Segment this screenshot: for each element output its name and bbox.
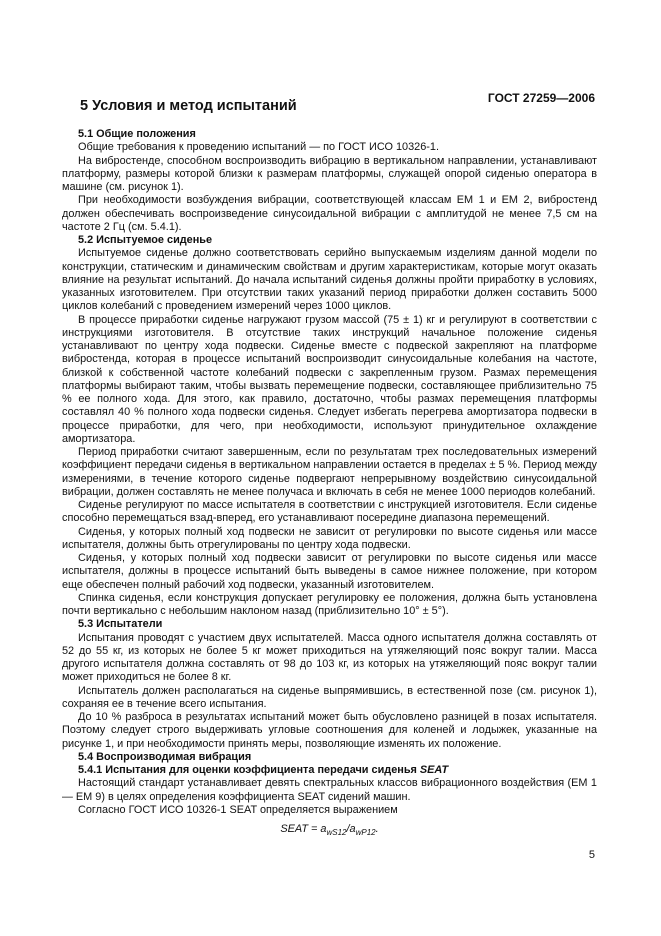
subsection-title: 5.4 Воспроизводимая вибрация bbox=[78, 750, 252, 763]
formula bbox=[62, 823, 597, 839]
document-code: ГОСТ 27259—2006 bbox=[487, 91, 595, 105]
paragraph: Настоящий стандарт устанавливает девять спектральных классов вибрационного воздействия (ЕМ 1 — ЕМ 9) в целях определения коэффициента SEAT сидений машин. bbox=[62, 777, 597, 803]
formula-lhs: SEAT = a bbox=[280, 823, 327, 835]
clause-title bbox=[78, 764, 597, 777]
paragraph: Спинка сиденья, если конструкция допускает регулировку ее положения, должна быть установлена почти вертикально с небольшим наклоном назад (приблизительно 10° ± 5°). bbox=[62, 591, 597, 617]
paragraph: Испытуемое сиденье должно соответствовать серийно выпускаемым изделиям данной модели по конструкции, статическим и динамическим свойствам и другим характеристикам, которые могут оказать влияние на результат испытаний. До начала испытаний сиденья должны пройти приработку в условиях, указанных изготовителем. При отсутствии таких указаний период приработки должен составить 5000 циклов колебаний с проведением измерений через 1000 циклов. bbox=[62, 247, 597, 313]
subsection-title: 5.3 Испытатели bbox=[78, 618, 163, 631]
subsection-title: 5.2 Испытуемое сиденье bbox=[78, 234, 213, 246]
paragraph: Период приработки считают завершенным, если по результатам трех последовательных измерений коэффициент передачи сиденья в вертикальном направлении остается в пределах ± 5 %. Период между измерениями, в течение которого сиденье подвергают непрерывному воздействию синусоидальной вибрации, должен составлять не менее получаса и включать в себя не менее 1000 периодов колебаний. bbox=[62, 446, 597, 498]
paragraph: Сиденья, у которых полный ход подвески не зависит от регулировки по высоте сиденья или массе испытателя, должны быть отрегулированы по центру хода подвески. bbox=[62, 525, 597, 551]
clause-title-text: 5.4.1 Испытания для оценки коэффициента передачи сиденья bbox=[78, 764, 420, 776]
paragraph: Общие требования к проведению испытаний — по ГОСТ ИСО 10326-1. bbox=[78, 141, 439, 154]
paragraph: До 10 % разброса в результатах испытаний может быть обусловлено разницей в позах испытателя. Поэтому следует строго выдерживать угловые соотношения для коленей и лодыжек, указанные на рисунке 1, и при необходимости принять меры, позволяющие изменять их положение. bbox=[62, 711, 597, 750]
paragraph: Согласно ГОСТ ИСО 10326-1 SEAT определяется выражением bbox=[78, 803, 398, 816]
paragraph: Испытания проводят с участием двух испытателей. Масса одного испытателя должна составлять от 52 до 55 кг, из которых не более 5 кг может приходиться на утяжеляющий пояс вокруг талии. Масса другого испытателя должна составлять от 98 до 103 кг, из которых на утяжеляющий пояс вокруг талии может приходиться не более 8 кг. bbox=[62, 631, 597, 684]
formula-subscript: wS12 bbox=[326, 828, 347, 838]
formula-divider: /a bbox=[346, 823, 356, 835]
section-title: 5 Условия и метод испытаний bbox=[80, 98, 297, 114]
paragraph: При необходимости возбуждения вибрации, соответствующей классам ЕМ 1 и ЕМ 2, вибростенд должен обеспечивать воспроизведение синусоидальной вибрации с амплитудой не менее 7,5 см на частоте 2 Гц (см. 5.4.1). bbox=[62, 194, 597, 233]
paragraph: На вибростенде, способном воспроизводить вибрацию в вертикальном направлении, устанавливают платформу, размеры которой близки к размерам платформы, служащей опорой сиденью оператора в машине (см. рисунок 1). bbox=[62, 154, 597, 193]
paragraph: Сиденье регулируют по массе испытателя в соответствии с инструкцией изготовителя. Если сиденье способно перемещаться взад-вперед, его устанавливают посередине диапазона перемещений. bbox=[62, 499, 597, 525]
page-number: 5 bbox=[588, 849, 595, 861]
document-body bbox=[62, 97, 597, 839]
clause-title-term: SEAT bbox=[419, 764, 449, 776]
formula-end: . bbox=[375, 823, 379, 835]
paragraph: Испытатель должен располагаться на сиденье выпрямившись, в естественной позе (см. рисунок 1), сохраняя ее в течение всего испытания. bbox=[62, 684, 597, 710]
paragraph: В процессе приработки сиденье нагружают грузом массой (75 ± 1) кг и регулируют в соответствии с инструкциями изготовителя. В отсутствие таких инструкций начальное положение сиденья устанавливают по центру хода подвески. Сиденье вместе с подвеской закрепляют на платформе вибростенда, которая в процессе испытаний воспроизводит синусоидальные колебания на частоте, близкой к собственной частоте колебаний подвески с закрепленным грузом. Размах перемещения платформы выбирают таким, чтобы вызвать перемещение подвески, составляющее приблизительно 75 % ее полного хода. Для этого, как правило, достаточно, чтобы размах перемещения платформы составлял 40 % полного хода подвески сиденья. Следует избегать перегрева амортизатора подвески в процессе приработки, для чего, при необходимости, используют принудительное охлаждение амортизатора. bbox=[62, 313, 597, 445]
paragraph: Сиденья, у которых полный ход подвески зависит от регулировки по высоте сиденья или массе испытателя, должны в процессе испытаний быть выведены в самое нижнее положение, при котором еще обеспечен полный рабочий ход подвески, указанный изготовителем. bbox=[62, 552, 597, 591]
formula-subscript: wP12 bbox=[355, 828, 376, 838]
subsection-title: 5.1 Общие положения bbox=[78, 128, 196, 140]
